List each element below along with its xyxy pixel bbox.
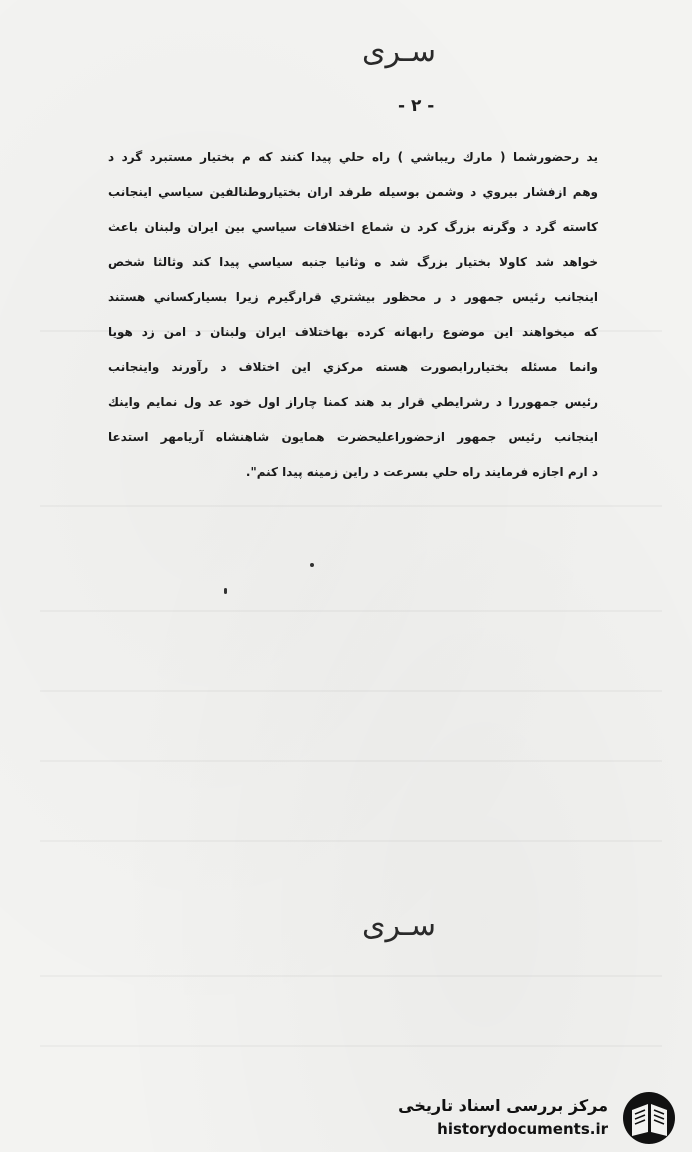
watermark-url: historydocuments.ir	[437, 1120, 608, 1138]
classification-mark-bottom: سـری	[362, 908, 436, 943]
text-line: خواهد شد كاولا بختيار بزرگ شد ه وثانيا جنبه سياسي پيدا كند وثالثا شخص	[108, 255, 598, 269]
text-line: وهم ازفشار بيروي د وشمن بوسيله طرفد اران بختياروطنالفين سياسي اينجانب	[108, 185, 598, 199]
bleed-through-line	[40, 975, 662, 977]
text-line: اينجانب رئيس جمهور ازحضوراعليحضرت همايون شاهنشاه آريامهر استدعا	[108, 430, 598, 444]
bleed-through-line	[40, 840, 662, 842]
archive-watermark	[394, 1090, 684, 1146]
bleed-through-line	[40, 505, 662, 507]
text-line: ید رحضورشما ( مارك ريباشي ) راه حلي پيدا كنند كه م بختيار مستبرد گرد د	[108, 150, 598, 164]
document-body	[108, 140, 598, 490]
bleed-through-line	[40, 690, 662, 692]
text-line: كه ميخواهند اين موضوع رابهانه كرده بهاختلاف ايران ولبنان د امن زد هويا	[108, 325, 598, 339]
bleed-through-line	[40, 1045, 662, 1047]
text-line: كاسته گرد د وگرنه بزرگ كرد ن شماع اختلافات سياسي بين ايران ولبنان باعث	[108, 220, 598, 234]
bleed-through-line	[40, 760, 662, 762]
text-line: د ارم اجازه فرمايند راه حلي بسرعت د راين زمينه پيدا كنم".	[245, 465, 598, 479]
book-pages-icon	[620, 1090, 678, 1146]
page-number: - ۲ -	[398, 96, 435, 116]
text-line: رئيس جمهوررا د رشرايطي قرار بد هند كمنا چاراز اول خود عد ول نمايم واينك	[108, 395, 598, 409]
text-line: اينجانب رئيس جمهور د ر محظور بيشتري قرارگيرم زيرا بسياركساني هستند	[108, 290, 598, 304]
watermark-name: مرکز بررسی اسناد تاریخی	[398, 1096, 608, 1115]
ink-speck	[224, 588, 227, 594]
classification-mark-top: سـری	[362, 34, 436, 69]
text-line: وانما مسئله بختياررابصورت هسته مركزي اين اختلاف د رآورند واينجانب	[108, 360, 598, 374]
ink-speck	[310, 563, 314, 567]
bleed-through-line	[40, 610, 662, 612]
